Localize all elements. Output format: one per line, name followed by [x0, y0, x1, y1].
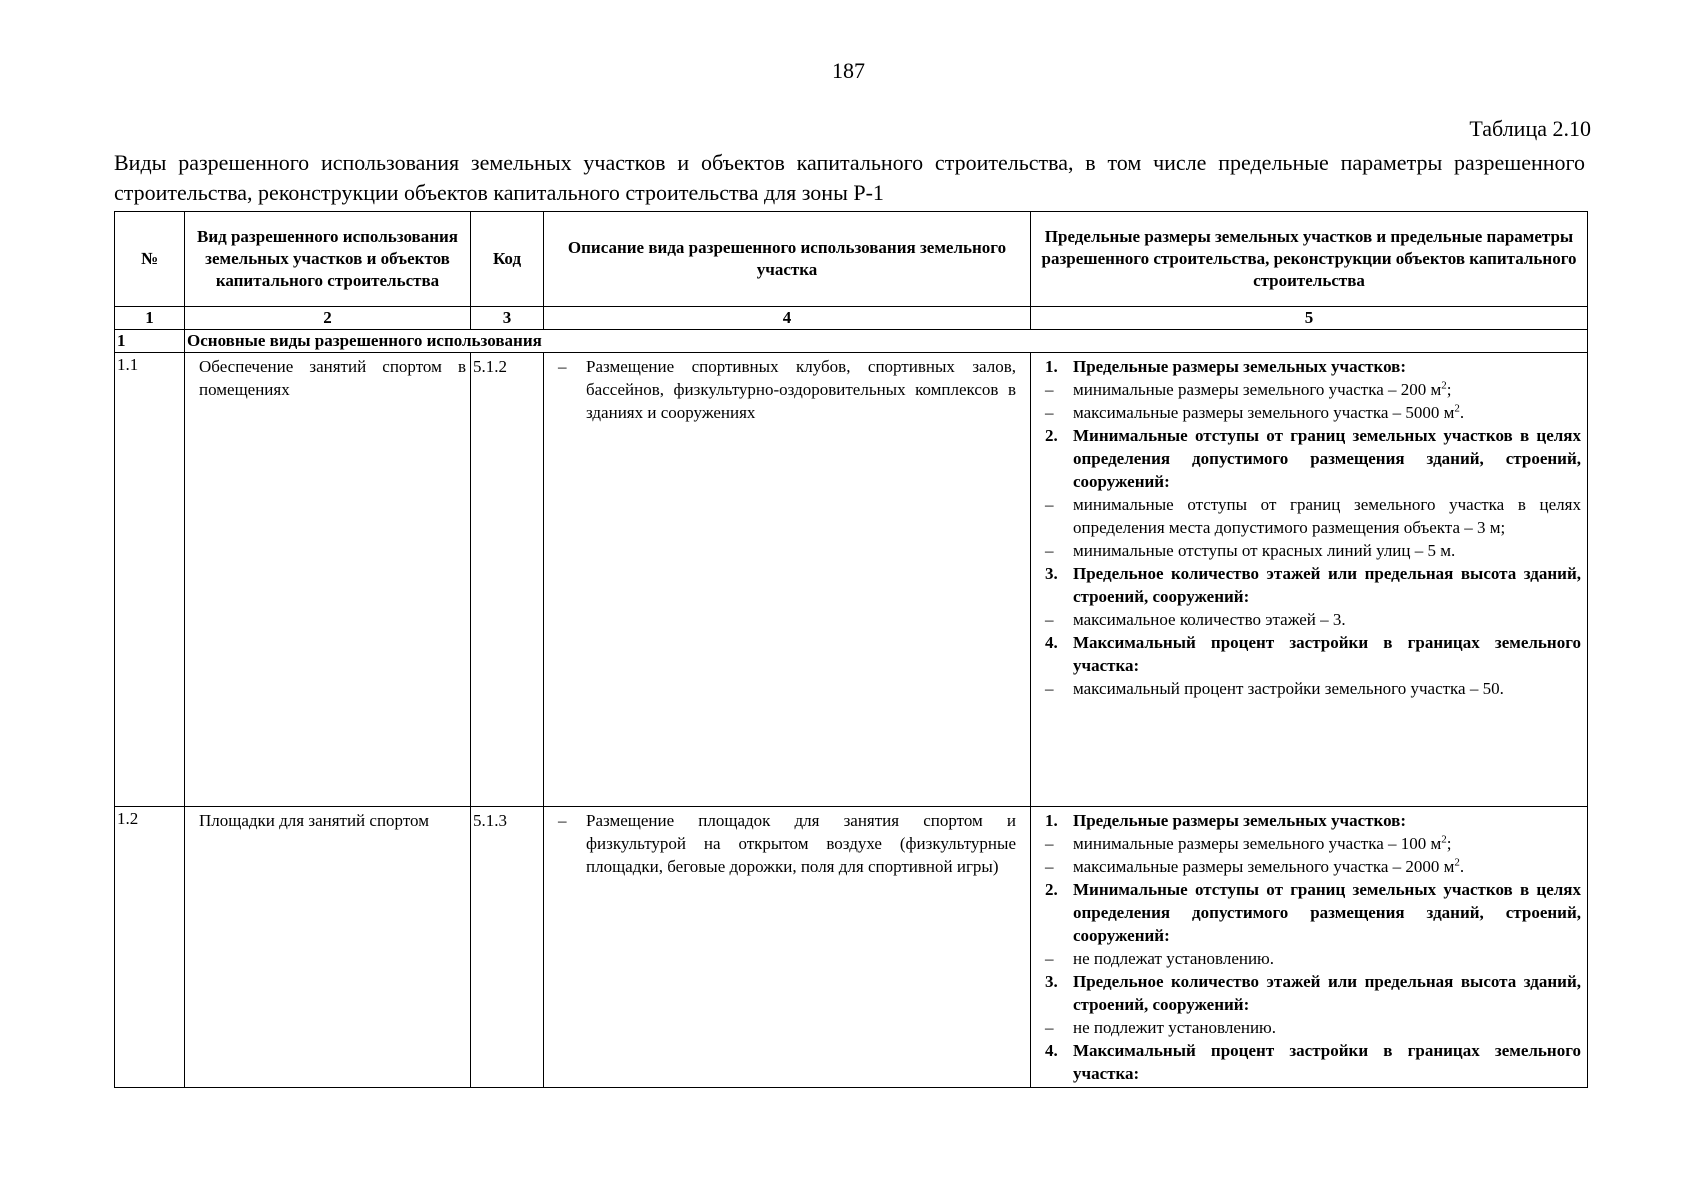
parameter-heading [1045, 970, 1581, 1016]
dash-list-item [1045, 677, 1581, 700]
dash-bullet: – [1045, 679, 1054, 698]
header-params: Предельные размеры земельных участков и предельные параметры разрешенного строительства, реконструкции объектов капитального строительства [1031, 212, 1588, 307]
zoning-table [114, 211, 1588, 1088]
dash-item-text: не подлежит установлению. [1073, 1018, 1277, 1037]
dash-bullet: – [1045, 541, 1054, 560]
dash-list-item [1045, 401, 1581, 424]
dash-item-text: максимальные размеры земельного участка – 5000 $м^2$. [1073, 402, 1465, 422]
dash-list-item [1045, 608, 1581, 631]
parameter-heading [1045, 562, 1581, 608]
row-number: 1.2 [115, 807, 185, 1088]
parameter-heading [1045, 878, 1581, 947]
dash-item-text: минимальные отступы от границ земельного участка в целях определения места допустимого размещения объекта – 3 м; [1073, 495, 1581, 537]
dash-list-item [558, 355, 1016, 424]
parameter-title: Максимальный процент застройки в границах земельного участка: [1073, 633, 1581, 675]
header-no: № [115, 212, 185, 307]
dash-bullet: – [1045, 1018, 1054, 1037]
row-name: Площадки для занятий спортом [185, 807, 471, 1088]
parameter-heading [1045, 631, 1581, 677]
parameter-number: 3. [1045, 972, 1058, 991]
row-code: 5.1.2 [471, 353, 544, 807]
dash-list-item [1045, 378, 1581, 401]
dash-item-text: минимальные отступы от красных линий улиц – 5 м. [1073, 541, 1456, 560]
dash-list-item [1045, 832, 1581, 855]
dash-list-item [1045, 1016, 1581, 1039]
dash-bullet: – [1045, 403, 1054, 422]
column-number: 4 [544, 307, 1031, 330]
dash-item-text: минимальные размеры земельного участка – 100 $м^2$; [1073, 833, 1452, 853]
dash-bullet: – [1045, 610, 1054, 629]
header-code: Код [471, 212, 544, 307]
section-number: 1 [115, 330, 185, 353]
dash-item-text: максимальное количество этажей – 3. [1073, 610, 1346, 629]
row-parameters [1031, 353, 1588, 807]
parameter-heading [1045, 809, 1581, 832]
header-row [115, 212, 1588, 307]
dash-item-text: Размещение спортивных клубов, спортивных залов, бассейнов, физкультурно-оздоровительных комплексов в зданиях и сооружениях [586, 357, 1016, 422]
section-row [115, 330, 1588, 353]
parameter-heading [1045, 424, 1581, 493]
superscript: 2 [1454, 856, 1460, 869]
row-number: 1.1 [115, 353, 185, 807]
row-parameters [1031, 807, 1588, 1088]
parameter-title: Предельное количество этажей или предельная высота зданий, строений, сооружений: [1073, 564, 1581, 606]
superscript: 2 [1454, 402, 1460, 415]
parameter-title: Максимальный процент застройки в границах земельного участка: [1073, 1041, 1581, 1083]
row-name: Обеспечение занятий спортом в помещениях [185, 353, 471, 807]
dash-bullet: – [1045, 857, 1054, 876]
page-number: 187 [832, 58, 865, 83]
superscript: 2 [1441, 379, 1447, 392]
dash-list-item [1045, 493, 1581, 539]
table-row [115, 353, 1588, 807]
dash-bullet: – [558, 357, 567, 376]
parameter-number: 2. [1045, 880, 1058, 899]
parameter-number: 1. [1045, 357, 1058, 376]
dash-item-text: минимальные размеры земельного участка – 200 $м^2$; [1073, 379, 1452, 399]
row-description [544, 353, 1031, 807]
header-name: Вид разрешенного использования земельных участков и объектов капитального строительства [185, 212, 471, 307]
dash-item-text: максимальный процент застройки земельного участка – 50. [1073, 679, 1504, 698]
column-number: 2 [185, 307, 471, 330]
table-title: Виды разрешенного использования земельных участков и объектов капитального строительства, в том числе предельные параметры разрешенного строительства, реконструкции объектов капитального строительства для зоны Р-1 [114, 150, 1585, 205]
dash-bullet: – [1045, 380, 1054, 399]
parameter-title: Предельные размеры земельных участков: [1073, 811, 1407, 830]
column-number-row [115, 307, 1588, 330]
dash-bullet: – [1045, 495, 1054, 514]
table-row [115, 807, 1588, 1088]
dash-item-text: максимальные размеры земельного участка – 2000 $м^2$. [1073, 856, 1465, 876]
parameter-number: 4. [1045, 1041, 1058, 1060]
dash-list-item [1045, 855, 1581, 878]
column-number: 3 [471, 307, 544, 330]
parameter-number: 1. [1045, 811, 1058, 830]
parameter-title: Минимальные отступы от границ земельных участков в целях определения допустимого размещения зданий, строений, сооружений: [1073, 426, 1581, 491]
column-number: 5 [1031, 307, 1588, 330]
dash-bullet: – [558, 811, 567, 830]
parameter-number: 4. [1045, 633, 1058, 652]
dash-bullet: – [1045, 834, 1054, 853]
dash-item-text: Размещение площадок для занятия спортом и физкультурой на открытом воздухе (физкультурные площадки, беговые дорожки, поля для спортивной игры) [586, 811, 1016, 876]
dash-bullet: – [1045, 949, 1054, 968]
parameter-heading [1045, 355, 1581, 378]
parameter-title: Предельные размеры земельных участков: [1073, 357, 1407, 376]
section-title: Основные виды разрешенного использования [185, 330, 1588, 353]
parameter-number: 3. [1045, 564, 1058, 583]
parameter-heading [1045, 1039, 1581, 1085]
row-code: 5.1.3 [471, 807, 544, 1088]
dash-list-item [558, 809, 1016, 878]
dash-list-item [1045, 539, 1581, 562]
dash-list-item [1045, 947, 1581, 970]
parameter-title: Минимальные отступы от границ земельных участков в целях определения допустимого размещения зданий, строений, сооружений: [1073, 880, 1581, 945]
parameter-title: Предельное количество этажей или предельная высота зданий, строений, сооружений: [1073, 972, 1581, 1014]
parameter-number: 2. [1045, 426, 1058, 445]
dash-item-text: не подлежат установлению. [1073, 949, 1275, 968]
row-description [544, 807, 1031, 1088]
header-desc: Описание вида разрешенного использования земельного участка [544, 212, 1031, 307]
superscript: 2 [1441, 833, 1447, 846]
table-label: Таблица 2.10 [1469, 116, 1591, 141]
column-number: 1 [115, 307, 185, 330]
